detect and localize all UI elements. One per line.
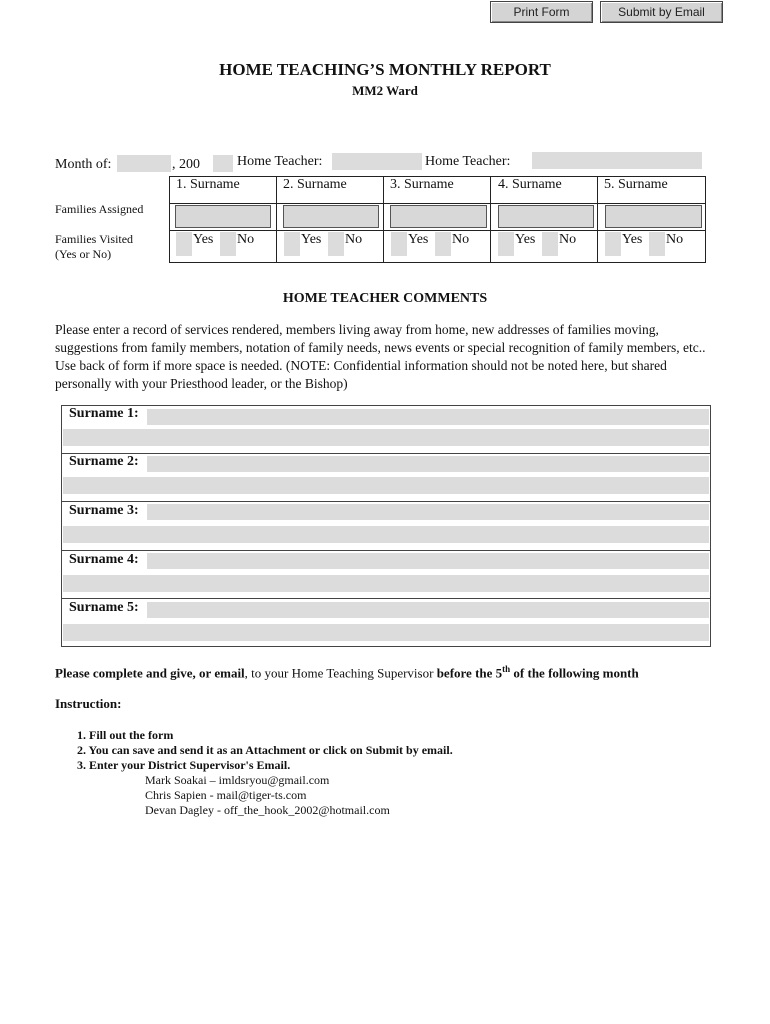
visited-no-checkbox-5[interactable] <box>649 232 665 256</box>
ward-subtitle: MM2 Ward <box>352 83 418 98</box>
visited-no-checkbox-2[interactable] <box>328 232 344 256</box>
submission-note-bold: Please complete and give, or email <box>55 665 245 681</box>
surname-1-input[interactable] <box>147 409 709 425</box>
instruction-step-3: 3. Enter your District Supervisor's Email. <box>77 758 291 772</box>
column-header-surname-2: 2. Surname <box>283 177 347 192</box>
home-teacher-2-input[interactable] <box>532 152 702 169</box>
surname-2-input[interactable] <box>147 456 709 472</box>
contact-mark-soakai: Mark Soakai – imldsryou@gmail.com <box>145 773 330 787</box>
home-teacher-1-input[interactable] <box>332 153 422 170</box>
instruction-step-1: 1. Fill out the form <box>77 728 174 742</box>
visited-yes-checkbox-2[interactable] <box>284 232 300 256</box>
no-label: No <box>237 232 255 247</box>
surname-4-label: Surname 4: <box>69 552 139 567</box>
no-label: No <box>452 232 470 247</box>
yes-label: Yes <box>193 232 214 247</box>
yes-label: Yes <box>515 232 536 247</box>
table-col-line <box>383 176 384 263</box>
visited-yes-checkbox-3[interactable] <box>391 232 407 256</box>
families-assigned-input-4[interactable] <box>498 205 594 228</box>
no-label: No <box>345 232 363 247</box>
surname-3-label: Surname 3: <box>69 503 139 518</box>
comments-heading: HOME TEACHER COMMENTS <box>282 291 488 306</box>
visited-no-checkbox-1[interactable] <box>220 232 236 256</box>
superscript-th: th <box>502 664 511 674</box>
contact-chris-sapien: Chris Sapien - mail@tiger-ts.com <box>145 788 307 802</box>
surname-2-comment[interactable] <box>63 477 709 494</box>
instruction-label: Instruction: <box>55 696 122 711</box>
no-label: No <box>666 232 684 247</box>
submission-deadline-tail: of the following month <box>510 665 639 681</box>
table-divider <box>169 230 706 231</box>
families-visited-label: Families Visited <box>55 232 134 246</box>
submission-note <box>55 664 639 681</box>
families-assigned-input-1[interactable] <box>175 205 271 228</box>
surname-5-label: Surname 5: <box>69 600 139 615</box>
column-header-surname-1: 1. Surname <box>176 177 240 192</box>
home-teacher-1-label: Home Teacher: <box>237 154 323 169</box>
no-label: No <box>559 232 577 247</box>
comments-divider <box>61 453 711 454</box>
submission-note-text: , to your Home Teaching Supervisor <box>244 665 437 681</box>
table-col-line <box>276 176 277 263</box>
visited-no-checkbox-3[interactable] <box>435 232 451 256</box>
year-input[interactable] <box>213 155 233 172</box>
surname-5-input[interactable] <box>147 602 709 618</box>
table-col-line <box>169 176 170 263</box>
surname-4-input[interactable] <box>147 553 709 569</box>
month-input[interactable] <box>117 155 171 172</box>
comments-divider <box>61 550 711 551</box>
instruction-step-2: 2. You can save and send it as an Attachment or click on Submit by email. <box>77 743 453 757</box>
table-col-line <box>705 176 706 263</box>
home-teacher-2-label: Home Teacher: <box>425 154 511 169</box>
visited-no-checkbox-4[interactable] <box>542 232 558 256</box>
submission-deadline: before the 5 <box>436 665 503 681</box>
year-prefix: , 200 <box>172 157 200 172</box>
comments-divider <box>61 501 711 502</box>
surname-3-comment[interactable] <box>63 526 709 543</box>
visited-yes-checkbox-1[interactable] <box>176 232 192 256</box>
submit-by-email-button[interactable]: Submit by Email <box>600 1 723 23</box>
visited-yes-checkbox-4[interactable] <box>498 232 514 256</box>
surname-3-input[interactable] <box>147 504 709 520</box>
table-col-line <box>490 176 491 263</box>
yes-label: Yes <box>408 232 429 247</box>
surname-1-label: Surname 1: <box>69 406 139 421</box>
comments-instructions: Please enter a record of services rendered, members living away from home, new addresses of families moving, suggestions from family members, notation of family needs, news events or special recognition of family members, etc.. Use back of form if more space is needed. (NOTE: Confidential information should not be noted here, but shared personally with your Priesthood leader, or the Bishop) <box>55 322 706 391</box>
table-col-line <box>597 176 598 263</box>
families-visited-sublabel: (Yes or No) <box>55 247 112 261</box>
surname-1-comment[interactable] <box>63 429 709 446</box>
month-label: Month of: <box>55 157 112 172</box>
column-header-surname-3: 3. Surname <box>390 177 454 192</box>
page-title: HOME TEACHING’S MONTHLY REPORT <box>219 60 551 79</box>
surname-4-comment[interactable] <box>63 575 709 592</box>
column-header-surname-5: 5. Surname <box>604 177 668 192</box>
table-border-bottom <box>169 262 706 263</box>
surname-2-label: Surname 2: <box>69 454 139 469</box>
table-divider <box>169 203 706 204</box>
surname-5-comment[interactable] <box>63 624 709 641</box>
visited-yes-checkbox-5[interactable] <box>605 232 621 256</box>
yes-label: Yes <box>301 232 322 247</box>
contact-devan-dagley: Devan Dagley - off_the_hook_2002@hotmail.com <box>145 803 390 817</box>
families-assigned-input-5[interactable] <box>605 205 702 228</box>
print-form-button[interactable]: Print Form <box>490 1 593 23</box>
families-assigned-label: Families Assigned <box>55 202 144 216</box>
column-header-surname-4: 4. Surname <box>498 177 562 192</box>
families-assigned-input-3[interactable] <box>390 205 487 228</box>
families-assigned-input-2[interactable] <box>283 205 379 228</box>
yes-label: Yes <box>622 232 643 247</box>
comments-divider <box>61 598 711 599</box>
